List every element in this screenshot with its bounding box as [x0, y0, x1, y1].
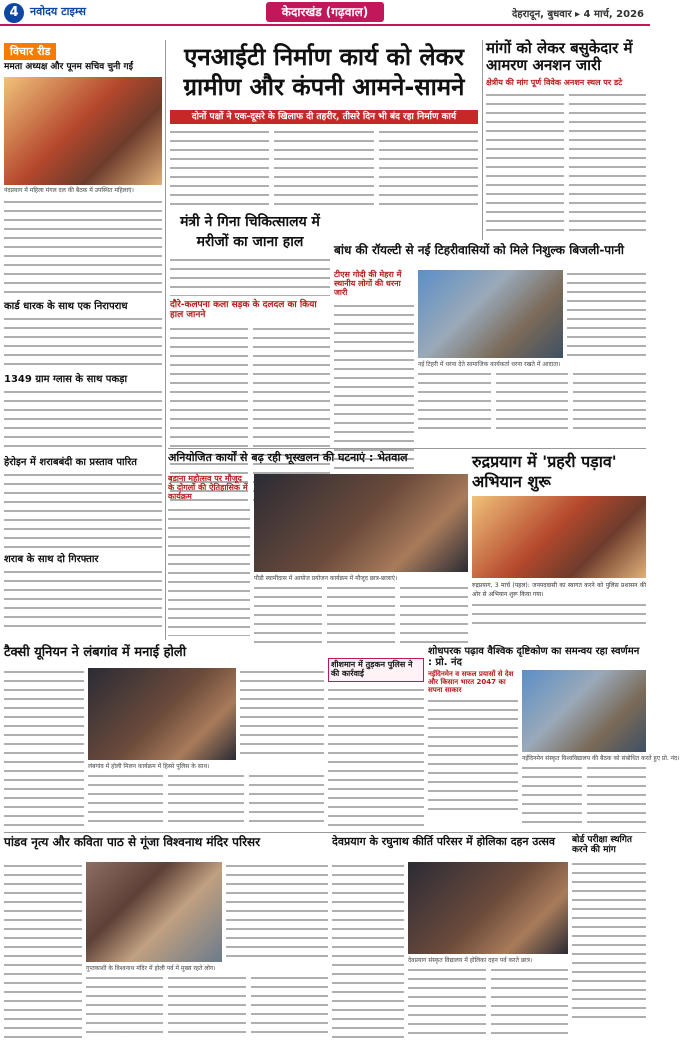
sidebar-headline: ममता अध्यक्ष और पूनम सचिव चुनी गईं [4, 62, 133, 72]
article-body [522, 764, 646, 828]
article-body [4, 198, 162, 298]
rudraprayag-story [472, 452, 646, 642]
dateline: देहरादून, बुधवार ▸ 4 मार्च, 2026 [512, 9, 644, 20]
row-rule [4, 832, 646, 833]
police-headline: शीशमान में तुड़कन पुलिस ने की कार्रवाई [331, 660, 413, 678]
students-photo [254, 474, 468, 572]
board-exam-story [572, 836, 646, 1038]
lead-body [170, 128, 478, 208]
article-body [168, 506, 250, 636]
photo-caption: गुप्तकाशी के विश्वनाथ मंदिर में होली पर्व में मुख्य रहते लोग। [86, 965, 216, 972]
item-headline: कार्ड धारक के साथ एक निरापराध [4, 300, 128, 312]
research-subhead: नईदिनमेन व सफल प्रयासों से देश और किसान भारत 2047 का सपना साकार [428, 670, 514, 695]
holika-headline: देवप्रयाग के रघुनाथ कीर्ति परिसर में होलिका दहन उत्सव [332, 835, 556, 848]
electricity-subhead: टीएस गोदी की मेहरा में स्थानीय लोगों की धरना जारी [334, 270, 402, 298]
brand-name: नवोदय टाइम्स [30, 5, 86, 18]
electricity-headline-box [334, 244, 646, 268]
campaign-photo [472, 496, 646, 578]
temple-photo [86, 862, 222, 962]
board-exam-headline: बोर्ड परीक्षा स्थगित करने की मांग [572, 835, 633, 855]
item-headline: शराब के साथ दो गिरफ्तार [4, 553, 99, 565]
anshan-headline: मांगों को लेकर बसुकेदार में आमरण अनशन जारी [486, 39, 633, 74]
meeting-photo [522, 670, 646, 752]
holika-photo [408, 862, 568, 954]
article-body [170, 256, 330, 296]
article-body [328, 686, 424, 826]
holi-headline-box [4, 646, 324, 664]
article-body [4, 568, 162, 628]
page-number: 4 [4, 3, 24, 23]
left-column [4, 40, 162, 640]
women-group-photo [4, 77, 162, 185]
article-body [240, 668, 324, 760]
article-body [254, 584, 468, 644]
photo-caption: नईदिनमेन संस्कृत विश्वविद्यालय की बैठक को संबोधित करते हुए प्रो. नंद। [522, 755, 680, 762]
article-body [4, 668, 84, 828]
pandav-headline-box [4, 836, 328, 858]
masthead [0, 0, 650, 26]
police-action-box [328, 658, 424, 682]
anshan-subhead: क्षेत्रीय की मांग पूर्ण विवेक अनशन स्थल पर डटे [486, 78, 623, 87]
unplanned-headline-box [168, 452, 468, 472]
electricity-headline: बांध की रॉयल्टी से नई टिहरीवासियों को मिले निशुल्क बिजली-पानी [334, 243, 624, 257]
article-body [486, 91, 646, 231]
article-body [332, 862, 404, 1038]
minister-subhead: दौरे-कलपना कला सड़क के दलदल का किया हाल जानने [170, 300, 317, 321]
minister-headline: मंत्री ने गिना चिकित्सालय में मरीजों का जाना हाल [180, 214, 320, 250]
article-body [4, 388, 162, 454]
article-body [408, 966, 568, 1038]
article-body [472, 601, 646, 631]
photo-caption: नई टिहरी में धरना देते सामाजिक कार्यकर्ता धरना रखते में आदाता। [418, 361, 561, 368]
article-body [428, 697, 518, 817]
article-body [4, 315, 162, 371]
photo-caption: नंदप्रयाग में महिला मंगल दल की बैठक में उपस्थित महिलाएं। [4, 186, 134, 194]
kicker-vichar: विचार रीड [4, 43, 56, 60]
item-headline: हेरोइन में शराबबंदी का प्रस्ताव पारित [4, 456, 137, 468]
article-body [418, 370, 646, 432]
pandav-headline: पांडव नृत्य और कविता पाठ से गूंजा विश्वनाथ मंदिर परिसर [4, 835, 261, 849]
article-body [86, 974, 328, 1038]
lead-strap: दोनों पक्षों ने एक-दूसरे के खिलाफ दी तहरीर, तीसरे दिन भी बंद रहा निर्माण कार्य [170, 110, 478, 124]
row-rule [168, 448, 646, 449]
unplanned-subhead: बडाना महोत्सव पर मौजूद के दोगलों की ऐतिहासिक में कार्यक्रम [168, 474, 248, 502]
photo-caption: लंबगांव में होली मिलन कार्यक्रम में हिस्से पुलिस के साथ। [88, 763, 210, 770]
unplanned-col [168, 474, 250, 654]
article-body [567, 270, 646, 358]
photo-caption: पौडी स्वामीदास में आयोज प्रयोजन कार्यक्रम में मौजूद छात्र-छात्राएं। [254, 575, 398, 582]
rudraprayag-headline: रुद्रप्रयाग में 'प्रहरी पड़ाव' अभियान शुरू [472, 452, 617, 491]
research-headline: शोधपरक पढ़ाव वैश्विक दृष्टिकोण का समन्वय रहा स्वर्णमन : प्रो. नंद [428, 646, 640, 668]
column-rule [165, 40, 166, 640]
lead-headline-box [170, 42, 478, 108]
research-headline-box [428, 646, 646, 666]
unplanned-headline: अनियोजित कार्यों से बढ़ रही भूस्खलन की घटनाएं : भेतवाल [168, 451, 408, 464]
article-body [226, 862, 328, 962]
holi-photo [88, 668, 236, 760]
holika-headline-box [332, 836, 568, 858]
protest-photo [418, 270, 563, 358]
holi-headline: टैक्सी यूनियन ने लंबगांव में मनाई होली [4, 645, 187, 660]
anshan-story [486, 40, 646, 240]
photo-caption: देवप्रयाग संस्कृत विद्यालय में होलिका दहन पर्व करते छात्र। [408, 957, 533, 964]
article-body [4, 862, 82, 1038]
article-body [572, 860, 646, 1020]
region-label: केदारखंड (गढ़वाल) [266, 2, 384, 22]
lead-headline: एनआईटी निर्माण कार्य को लेकर ग्रामीण और कंपनी आमने-सामने [183, 43, 465, 101]
research-col [428, 670, 518, 828]
column-rule [482, 40, 483, 240]
item-headline: 1349 ग्राम ग्लास के साथ पकड़ा [4, 373, 128, 385]
rudraprayag-lead: रुद्रप्रयाग, 3 मार्च (पहल): जनपदवासी का स्वागत करने को पुलिस प्रशासन की ओर से अभियान शुरू किया गया। [472, 582, 646, 598]
article-body [4, 471, 162, 551]
article-body [88, 772, 324, 828]
